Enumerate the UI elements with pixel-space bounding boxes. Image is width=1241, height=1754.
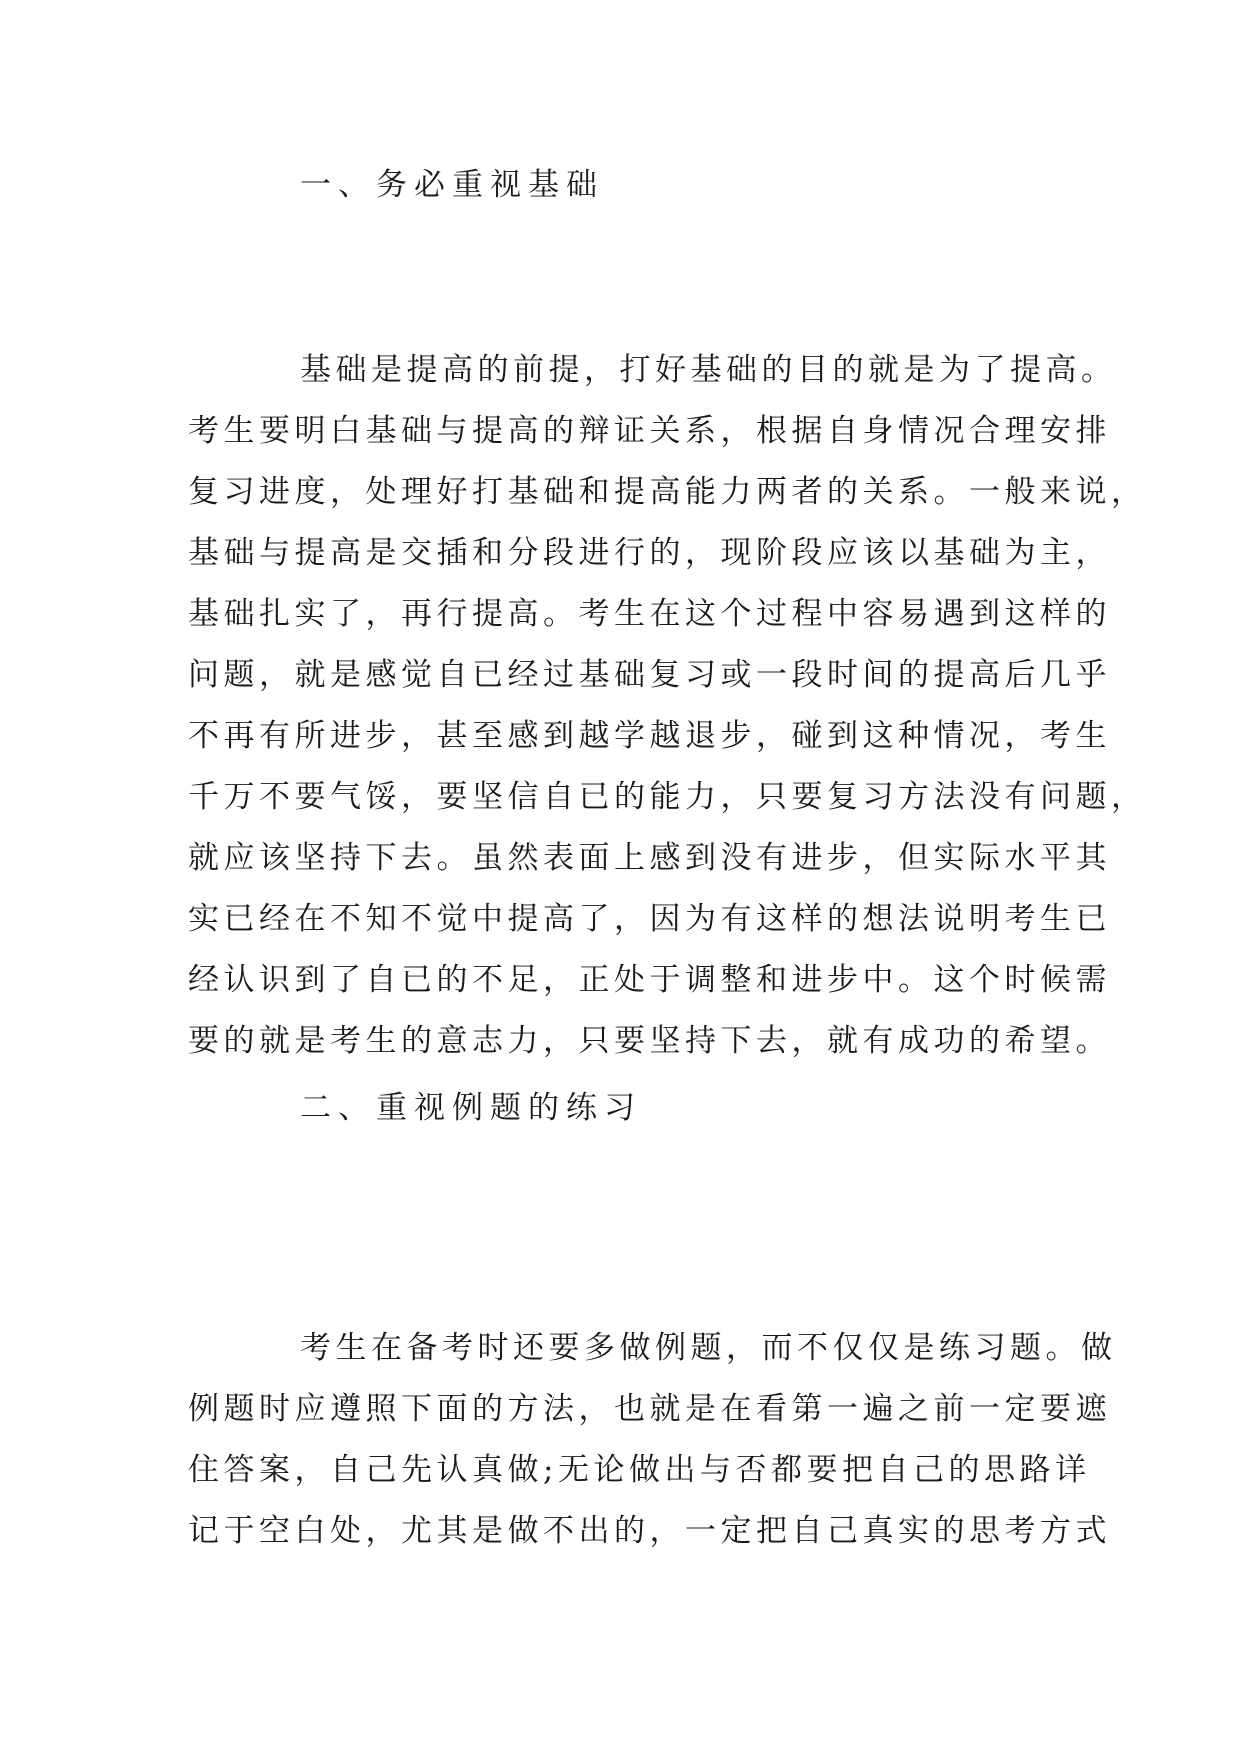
- section-2-paragraph: [188, 1318, 1117, 1562]
- section-heading-2: 二、重视例题的练习: [300, 1090, 642, 1126]
- paragraph-line: 问题，就是感觉自已经过基础复习或一段时间的提高后几乎: [188, 657, 1111, 693]
- section-1-paragraph: [188, 340, 1147, 1072]
- paragraph-line: 基础扎实了，再行提高。考生在这个过程中容易遇到这样的: [188, 596, 1111, 632]
- paragraph-line: 就应该坚持下去。虽然表面上感到没有进步，但实际水平其: [188, 840, 1111, 876]
- paragraph-line: 考生在备考时还要多做例题，而不仅仅是练习题。做: [300, 1330, 1117, 1366]
- paragraph-line: 实已经在不知不觉中提高了，因为有这样的想法说明考生已: [188, 901, 1111, 937]
- paragraph-line: 例题时应遵照下面的方法，也就是在看第一遍之前一定要遮: [188, 1391, 1111, 1427]
- section-heading-1: 一、务必重视基础: [300, 167, 604, 203]
- paragraph-line: 住答案，自己先认真做;无论做出与否都要把自己的思路详: [188, 1452, 1091, 1488]
- paragraph-line: 经认识到了自已的不足，正处于调整和进步中。这个时候需: [188, 962, 1111, 998]
- paragraph-line: 记于空白处，尤其是做不出的，一定把自己真实的思考方式: [188, 1513, 1111, 1549]
- paragraph-line: 复习进度，处理好打基础和提高能力两者的关系。一般来说，: [188, 474, 1147, 510]
- paragraph-line: 基础是提高的前提，打好基础的目的就是为了提高。: [300, 352, 1117, 388]
- paragraph-line: 要的就是考生的意志力，只要坚持下去，就有成功的希望。: [188, 1023, 1111, 1059]
- paragraph-line: 千万不要气馁，要坚信自已的能力，只要复习方法没有问题，: [188, 779, 1147, 815]
- paragraph-line: 基础与提高是交插和分段进行的，现阶段应该以基础为主，: [188, 535, 1111, 571]
- paragraph-line: 考生要明白基础与提高的辩证关系，根据自身情况合理安排: [188, 413, 1111, 449]
- paragraph-line: 不再有所进步，甚至感到越学越退步，碰到这种情况，考生: [188, 718, 1111, 754]
